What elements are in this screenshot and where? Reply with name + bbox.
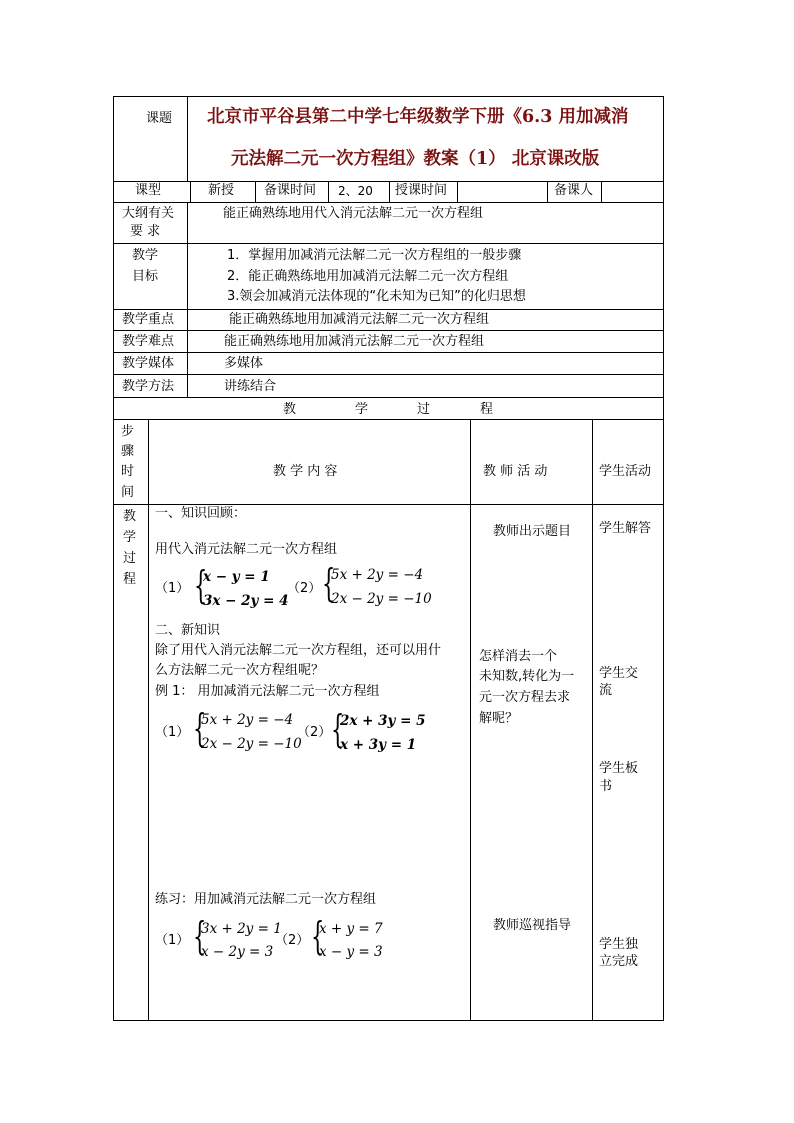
step-col-header: 步: [121, 424, 135, 439]
preparer-label: 备课人: [554, 183, 594, 198]
goal-item: 1．掌握用加减消元法解二元一次方程组的一般步骤: [227, 248, 522, 263]
rule: [113, 309, 664, 310]
step-col-header: 骤: [121, 444, 135, 459]
brace-icon: {: [194, 563, 208, 607]
rule: [255, 181, 256, 202]
practice-title: 练习：用加减消元法解二元一次方程组: [155, 892, 377, 907]
lesson-type-label: 课型: [135, 183, 162, 198]
goal-item: 2．能正确熟练地用加减消元法解二元一次方程组: [227, 269, 509, 284]
method-value: 讲练结合: [224, 379, 277, 394]
system-number: （2）: [275, 933, 310, 948]
rule: [187, 96, 188, 181]
rule: [113, 1020, 664, 1021]
prep-time-value: 2、20: [338, 184, 373, 198]
student-activity: 立完成: [599, 954, 639, 969]
brace-icon: {: [193, 914, 207, 958]
media-label: 教学媒体: [122, 356, 175, 371]
brace-icon: {: [331, 707, 345, 751]
system-number: （1）: [155, 581, 190, 596]
rule: [113, 330, 664, 331]
focus-value: 能正确熟练地用加减消元法解二元一次方程组: [229, 312, 490, 327]
process-heading-char: 过: [417, 402, 431, 417]
system-number: （1）: [155, 933, 190, 948]
equation: x + 3y = 1: [340, 737, 417, 753]
new-question-2: 么方法解二元一次方程组呢？: [155, 663, 325, 678]
step-label: 学: [123, 530, 137, 545]
rule: [113, 96, 114, 1021]
rule: [470, 419, 471, 1020]
teacher-activity: 教师巡视指导: [493, 918, 572, 933]
rule: [113, 419, 664, 420]
rule: [113, 374, 664, 375]
goal-item: 3.领会加减消元法体现的“化未知为已知”的化归思想: [227, 289, 526, 304]
page-title-line2: 元法解二元一次方程组》教案（1） 北京课改版: [231, 149, 600, 169]
equation: 2x − 2y = −10: [331, 591, 432, 607]
equation: 3x + 2y = 1: [201, 921, 282, 937]
method-label: 教学方法: [122, 379, 175, 394]
focus-label: 教学重点: [122, 312, 175, 327]
system-number: （2）: [297, 725, 332, 740]
equation: x + y = 7: [319, 921, 383, 937]
rule: [113, 397, 664, 398]
process-heading-char: 教: [283, 402, 297, 417]
goal-label: 教学: [132, 248, 159, 263]
equation: 5x + 2y = −4: [201, 712, 294, 728]
teacher-activity: 怎样消去一个: [479, 649, 558, 664]
system-number: （2）: [287, 581, 322, 596]
teacher-activity: 元一次方程去求: [479, 690, 571, 705]
outline-label: 大纲有关: [122, 206, 175, 221]
outline-value: 能正确熟练地用代入消元法解二元一次方程组: [223, 206, 484, 221]
step-label: 教: [123, 509, 137, 524]
example-title: 例 1： 用加减消元法解二元一次方程组: [155, 684, 380, 699]
equation: 2x − 2y = −10: [201, 736, 302, 752]
outline-label-2: 要 求: [130, 224, 161, 239]
page-title: 北京市平谷县第二中学七年级数学下册《6.3 用加减消: [207, 107, 629, 127]
rule: [547, 181, 548, 202]
step-col-header: 间: [121, 485, 135, 500]
equation: x − y = 3: [319, 944, 383, 960]
rule: [113, 243, 664, 244]
rule: [113, 202, 664, 203]
difficulty-label: 教学难点: [122, 334, 175, 349]
rule: [389, 181, 390, 202]
brace-icon: {: [322, 561, 336, 605]
brace-icon: {: [311, 914, 325, 958]
system-number: （1）: [155, 725, 190, 740]
equation: 3x − 2y = 4: [203, 593, 289, 609]
teach-time-label: 授课时间: [395, 183, 448, 198]
teacher-activity: 解呢？: [479, 711, 519, 726]
equation: 2x + 3y = 5: [340, 713, 426, 729]
process-heading-char: 学: [355, 402, 369, 417]
student-col-header: 学生活动: [599, 464, 652, 479]
new-question: 除了用代入消元法解二元一次方程组，还可以用什: [155, 643, 442, 658]
process-heading-char: 程: [480, 402, 494, 417]
step-label: 程: [123, 572, 137, 587]
rule: [187, 202, 188, 397]
equation: x − y = 1: [203, 569, 270, 585]
rule: [113, 96, 664, 97]
lesson-type-value: 新授: [208, 183, 235, 198]
content-col-header: 教 学 内 容: [273, 464, 338, 479]
rule: [592, 419, 593, 1020]
review-intro: 用代入消元法解二元一次方程组: [155, 542, 338, 557]
rule: [328, 181, 329, 202]
student-activity: 学生独: [599, 937, 639, 952]
student-activity: 流: [599, 683, 613, 698]
prep-time-label: 备课时间: [264, 183, 317, 198]
student-activity: 书: [599, 779, 613, 794]
rule: [601, 181, 602, 202]
rule: [113, 352, 664, 353]
teacher-activity: 未知数,转化为一: [479, 669, 575, 684]
goal-label-2: 目标: [132, 269, 159, 284]
rule: [457, 181, 458, 202]
review-title: 一、知识回顾：: [155, 506, 247, 521]
student-activity: 学生板: [599, 761, 639, 776]
rule: [190, 181, 191, 202]
new-knowledge-title: 二、新知识: [155, 623, 221, 638]
topic-label: 课题: [146, 111, 173, 126]
equation: 5x + 2y = −4: [331, 567, 424, 583]
student-activity: 学生解答: [599, 521, 652, 536]
step-label: 过: [123, 551, 137, 566]
step-col-header: 时: [121, 464, 135, 479]
teacher-activity: 教师出示题目: [493, 524, 572, 539]
rule: [663, 96, 664, 1021]
rule: [148, 419, 149, 1020]
student-activity: 学生交: [599, 666, 639, 681]
difficulty-value: 能正确熟练地用加减消元法解二元一次方程组: [224, 334, 485, 349]
brace-icon: {: [193, 706, 207, 750]
equation: x − 2y = 3: [201, 944, 274, 960]
teacher-col-header: 教 师 活 动: [483, 464, 548, 479]
media-value: 多媒体: [224, 356, 264, 371]
